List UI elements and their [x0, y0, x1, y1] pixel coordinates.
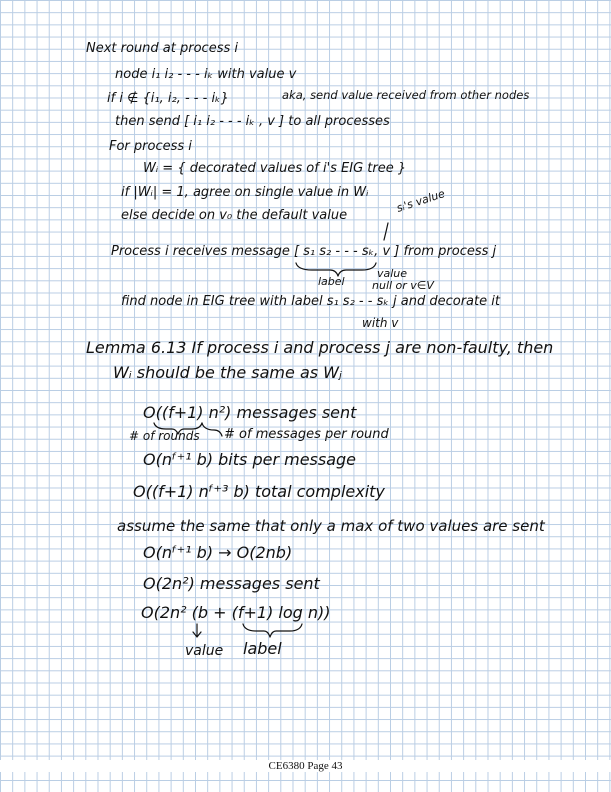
label-note: label [318, 275, 345, 288]
per-round-note: # of messages per round [224, 427, 389, 442]
for-process-heading: For process i [109, 139, 192, 154]
assumption-messages: O(2n²) messages sent [143, 574, 320, 593]
bits-complexity: O(nᶠ⁺¹ b) bits per message [143, 450, 357, 469]
per-round-curve [202, 423, 222, 436]
rounds-note: # of rounds [129, 429, 200, 443]
messages-complexity: O((f+1) n²) messages sent [143, 403, 357, 422]
label-label: label [243, 639, 282, 658]
condition-line: if i ∉ {i₁, i₂, - - - iₖ} [107, 91, 229, 106]
lemma-conclusion: Wᵢ should be the same as Wⱼ [113, 363, 342, 382]
then-send-line: then send [ i₁ i₂ - - - iₖ , v ] to all processes [115, 114, 390, 129]
lemma-line: Lemma 6.13 If process i and process j are non-faulty, then [86, 338, 554, 357]
else-line: else decide on v₀ the default value [121, 208, 348, 223]
find-node-line: find node in EIG tree with label s₁ s₂ - - sₖ j and decorate it [121, 294, 500, 309]
label-brace-bottom [243, 624, 302, 637]
bits-reduction: O(nᶠ⁺¹ b) → O(2nb) [143, 543, 293, 562]
null-note: null or v∈V [372, 279, 434, 292]
si-value-note: sᵢ's value [394, 187, 447, 215]
assumption-total: O(2n² (b + (f+1) log n)) [141, 603, 331, 622]
if-line: if |Wᵢ| = 1, agree on single value in Wᵢ [121, 185, 369, 200]
next-round-heading: Next round at process i [86, 41, 238, 56]
si-value-arrow [384, 223, 388, 240]
assumption-line: assume the same that only a max of two values are sent [117, 517, 545, 535]
value-note: value [377, 267, 408, 280]
page-footer [0, 760, 611, 772]
aka-note: aka, send value received from other nodes [282, 88, 530, 102]
page-footer-text: CE6380 Page 43 [266, 760, 346, 772]
receives-line: Process i receives message [ s₁ s₂ - - - sₖ, v ] from process j [111, 244, 497, 259]
with-v-note: with v [362, 316, 399, 330]
total-complexity: O((f+1) nᶠ⁺³ b) total complexity [133, 482, 385, 501]
value-label: value [185, 643, 224, 659]
node-line: node i₁ i₂ - - - iₖ with value v [115, 67, 297, 82]
wi-definition: Wᵢ = { decorated values of i's EIG tree } [143, 161, 407, 176]
